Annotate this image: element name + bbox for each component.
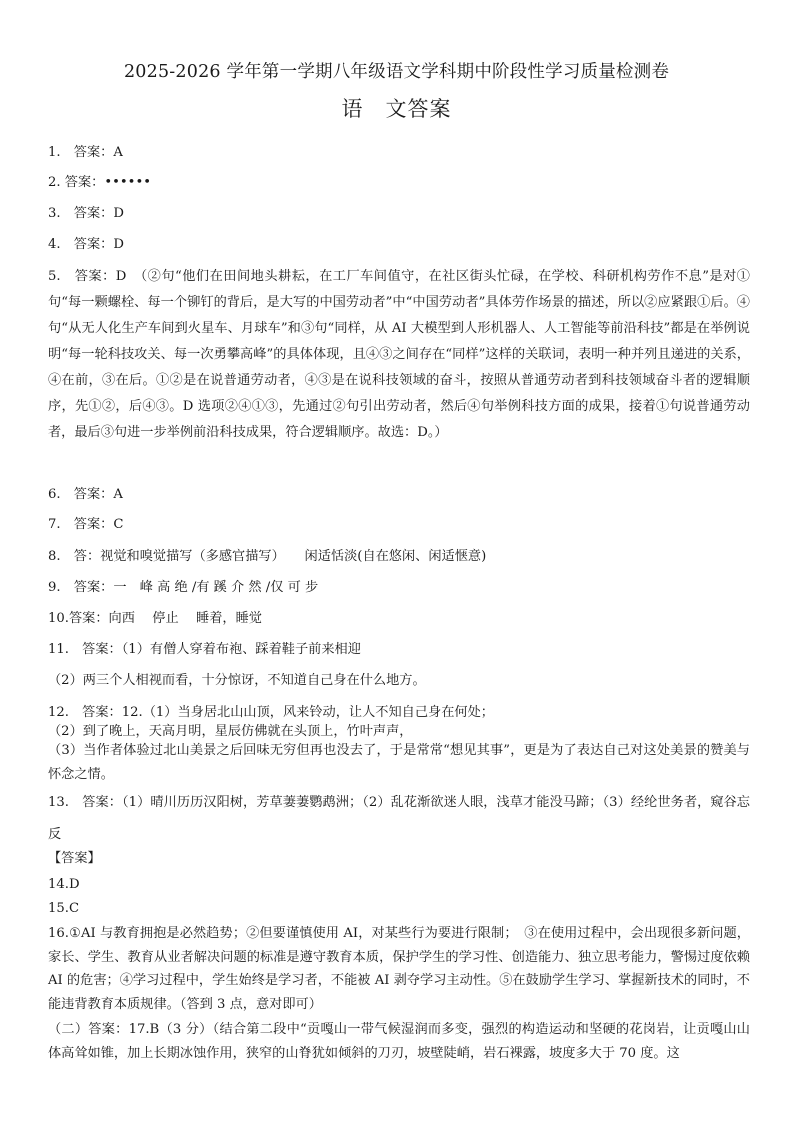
answer-9: 9. 答案：一 峰 高 绝 /有 蹊 介 然 /仅 可 步 — [48, 580, 319, 595]
answer-7: 7. 答案：C — [48, 517, 124, 532]
answer-13: 13. 答案：（1）晴川历历汉阳树，芳草萋萋鹦鹉洲；（2）乱花渐欲迷人眼，浅草才能没马蹄；（3）经纶世务者，窥谷忘反 — [48, 795, 750, 842]
answer-11-line-1: 11. 答案：（1）有僧人穿着布袍、踩着鞋子前来相迎 — [48, 642, 361, 657]
answer-12-line-1: 12. 答案：12.（1）当身居北山山顶，风来铃动，让人不知自己身在何处； — [48, 705, 494, 720]
answer-6: 6. 答案：A — [48, 487, 123, 502]
answer-12-line-2: （2）到了晚上，天高月明，星辰仿佛就在头顶上，竹叶声声， — [48, 724, 413, 739]
answer-8: 8. 答：视觉和嗅觉描写（多感官描写） 闲适恬淡(自在悠闲、闲适惬意) — [48, 549, 487, 564]
answer-1: 1. 答案：A — [48, 145, 123, 160]
answer-15: 15.C — [48, 901, 80, 916]
answer-11-line-2: （2）两三个人相视而看，十分惊讶，不知道自己身在什么地方。 — [48, 673, 426, 688]
answer-label: 【答案】 — [48, 851, 101, 866]
answer-12-line-3: （3）当作者体验过北山美景之后回味无穷但再也没去了，于是常常“想见其事”，更是为了表达自己对这处美景的赞美与怀念之情。 — [48, 743, 750, 782]
page-subtitle: 语 文答案 — [341, 97, 452, 121]
answer-16: 16.①AI 与教育拥抱是必然趋势；②但要谨慎使用 AI，对某些行为要进行限制； ③在使用过程中，会出现很多新问题，家长、学生、教育从业者解决问题的标准是遵守教育本质，保护学生的学习性、创造能力、独立思考能力，警惕过度依赖 AI 的危害；④学习过程中，学生始终是学习者，不能被 AI 剥夺学习主动性。⑤在鼓励学生学习、掌握新技术的同时，不能违背教育本质规律。（答到 3 点，意对即可） — [48, 926, 750, 1012]
answer-14: 14.D — [48, 877, 80, 892]
answer-2: 2. 答案：•••••• — [48, 175, 152, 190]
exam-title: 2025-2026 学年第一学期八年级语文学科期中阶段性学习质量检测卷 — [123, 62, 670, 82]
answer-4: 4. 答案：D — [48, 237, 124, 252]
answer-5: 5. 答案：D （②句“他们在田间地头耕耘，在工厂车间值守，在社区街头忙碌，在学校、科研机构劳作不息”是对①句“每一颗螺栓、每一个铆钉的背后，是大写的中国劳动者”中“中国劳动者”具体劳作场景的描述，所以②应紧跟①后。④句“从无人化生产车间到火星车、月球车”和③句“同样，从 AI 大模型到人形机器人、人工智能等前沿科技”都是在举例说明“每一轮科技攻关、每一次勇攀高峰”的具体体现，且④③之间存在“同样”这样的关联词，表明一种并列且递进的关系，④在前，③在后。①②是在说普通劳动者，④③是在说科技领域的奋斗，按照从普通劳动者到科技领域奋斗者的逻辑顺序，先①②，后④③。D 选项②④①③，先通过②句引出劳动者，然后④句举例科技方面的成果，接着①句说普通劳动者，最后③句进一步举例前沿科技成果，符合逻辑顺序。故选：D。） — [48, 269, 750, 440]
answer-10: 10.答案：向西 停止 睡着，睡觉 — [48, 611, 262, 626]
answer-3: 3. 答案：D — [48, 206, 124, 221]
answer-17: （二）答案：17.B（3 分）（结合第二段中“贡嘎山一带气候湿润而多变，强烈的构造运动和坚硬的花岗岩，让贡嘎山山体高耸如锥，加上长期冰蚀作用，狭窄的山脊犹如倾斜的刀刃，坡壁陡峭，岩石裸露，坡度多大于 70 度。这 — [48, 1022, 750, 1061]
